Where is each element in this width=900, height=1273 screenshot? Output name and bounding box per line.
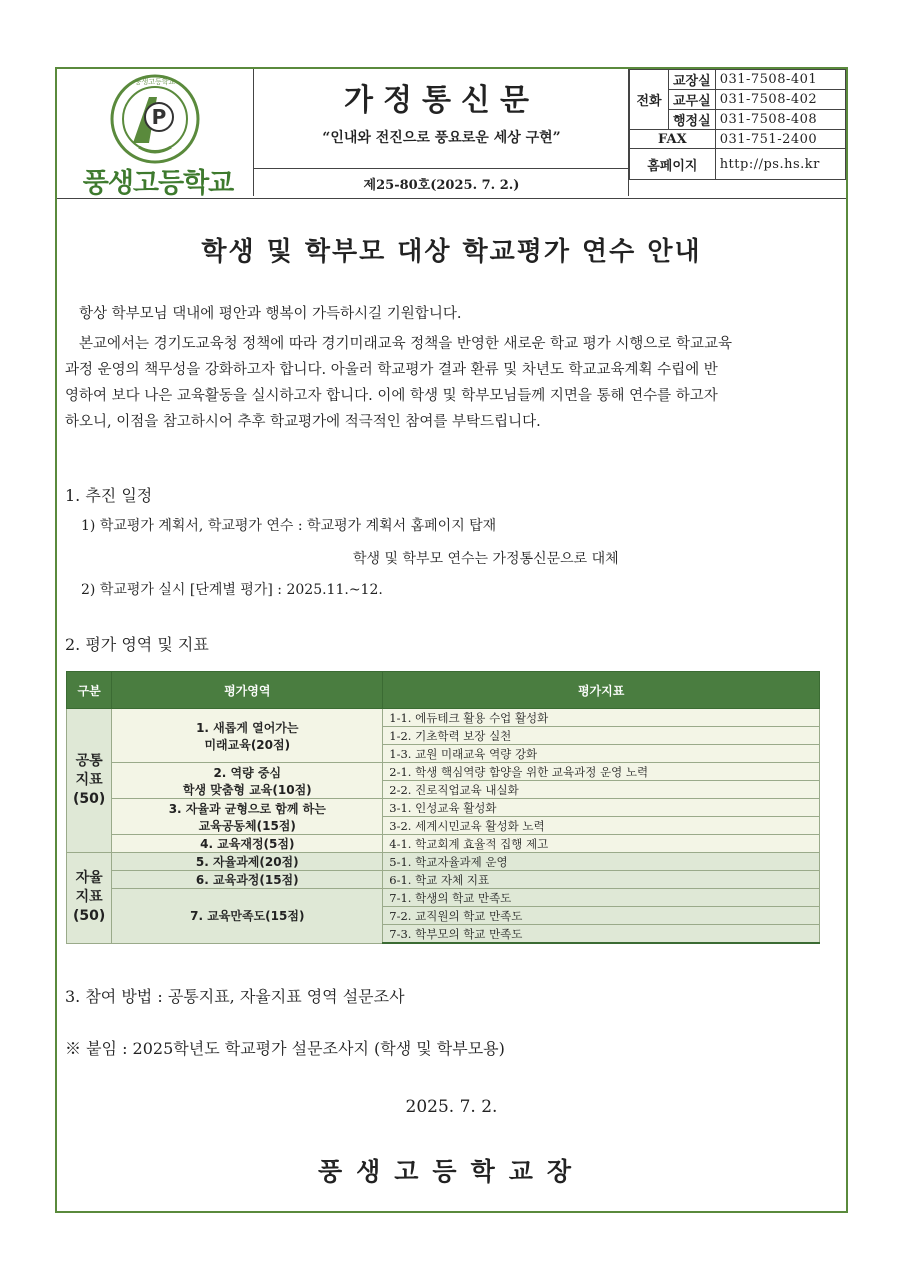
- logo-cell: [57, 69, 254, 199]
- homepage-link[interactable]: http://ps.hs.kr: [715, 149, 845, 180]
- contact-number: 031-7508-408: [715, 110, 845, 130]
- attachment-note: ※ 붙임 : 2025학년도 학교평가 설문조사지 (학생 및 학부모용): [65, 1039, 505, 1058]
- schedule-item-1-cont: 학생 및 학부모 연수는 가정통신문으로 대체: [353, 551, 619, 567]
- indicator-cell: 7-1. 학생의 학교 만족도: [383, 889, 820, 907]
- indicator-cell: 6-1. 학교 자체 지표: [383, 871, 820, 889]
- contact-table: [629, 69, 846, 180]
- header-cell: 평가지표: [383, 672, 820, 709]
- section-2-heading: 2. 평가 영역 및 지표: [65, 635, 209, 654]
- area-cell: 1. 새롭게 열어가는 미래교육(20점): [112, 709, 383, 763]
- area-cell: 4. 교육재정(5점): [112, 835, 383, 853]
- letterhead: [57, 69, 846, 199]
- indicator-cell: 5-1. 학교자율과제 운영: [383, 853, 820, 871]
- indicator-cell: 7-2. 교직원의 학교 만족도: [383, 907, 820, 925]
- school-slogan: “인내와 전진으로 풍요로운 세상 구현”: [322, 130, 561, 146]
- header-cell: 구분: [67, 672, 112, 709]
- table-row: [67, 889, 820, 907]
- indicator-cell: 3-1. 인성교육 활성화: [383, 799, 820, 817]
- group-autonomous: 자율 지표 (50): [67, 853, 112, 944]
- svg-text:P: P: [151, 105, 167, 129]
- evaluation-table: [66, 671, 820, 944]
- table-row: [67, 853, 820, 871]
- newsletter-title: 가정통신문: [344, 83, 539, 118]
- issue-cell: [254, 169, 629, 196]
- section-3-heading: 3. 참여 방법 : 공통지표, 자율지표 영역 설문조사: [65, 987, 405, 1006]
- area-cell: 6. 교육과정(15점): [112, 871, 383, 889]
- schedule-item-2: 2) 학교평가 실시 [단계별 평가] : 2025.11.~12.: [81, 582, 383, 598]
- contact-label: 행정실: [669, 110, 716, 130]
- document-title: 학생 및 학부모 대상 학교평가 연수 안내: [201, 237, 702, 267]
- contact-number: 031-7508-401: [715, 70, 845, 90]
- fax-label: FAX: [630, 130, 716, 149]
- indicator-cell: 3-2. 세계시민교육 활성화 노력: [383, 817, 820, 835]
- title-cell: [254, 69, 629, 169]
- body-line: 본교에서는 경기도교육청 정책에 따라 경기미래교육 정책을 반영한 새로운 학교 평가 시행으로 학교교육: [79, 336, 732, 352]
- indicator-cell: 2-1. 학생 핵심역량 함양을 위한 교육과정 운영 노력: [383, 763, 820, 781]
- table-row: [67, 763, 820, 781]
- body-line: 영하여 보다 나은 교육활동을 실시하고자 합니다. 이에 학생 및 학부모님들께 지면을 통해 연수를 하고자: [65, 388, 718, 404]
- area-cell: 7. 교육만족도(15점): [112, 889, 383, 944]
- contact-label: 교무실: [669, 90, 716, 110]
- contact-info: [629, 69, 846, 196]
- schedule-item-1: 1) 학교평가 계획서, 학교평가 연수 : 학교평가 계획서 홈페이지 탑재: [81, 518, 497, 534]
- school-name: 풍생고등학교: [82, 168, 234, 199]
- area-cell: 5. 자율과제(20점): [112, 853, 383, 871]
- table-row: [67, 799, 820, 817]
- document-frame: [55, 67, 848, 1213]
- table-row: [67, 871, 820, 889]
- section-1-heading: 1. 추진 일정: [65, 486, 153, 505]
- school-emblem-icon: [109, 73, 201, 165]
- principal-signature: 풍생고등학교장: [317, 1157, 586, 1186]
- indicator-cell: 7-3. 학부모의 학교 만족도: [383, 925, 820, 944]
- body-line: 하오니, 이점을 참고하시어 추후 학교평가에 적극적인 참여를 부탁드립니다.: [65, 414, 541, 430]
- emblem-lettering: 풍생고등학교: [134, 78, 176, 86]
- issue-date: 2025. 7. 2.: [405, 1097, 498, 1117]
- contact-number: 031-7508-402: [715, 90, 845, 110]
- indicator-cell: 4-1. 학교회계 효율적 집행 제고: [383, 835, 820, 853]
- table-row: [67, 835, 820, 853]
- indicator-cell: 1-3. 교원 미래교육 역량 강화: [383, 745, 820, 763]
- table-header-row: [67, 672, 820, 709]
- indicator-cell: 1-2. 기초학력 보장 실천: [383, 727, 820, 745]
- area-cell: 2. 역량 중심 학생 맞춤형 교육(10점): [112, 763, 383, 799]
- fax-number: 031-751-2400: [715, 130, 845, 149]
- body-line: 과정 운영의 책무성을 강화하고자 합니다. 아울러 학교평가 결과 환류 및 차년도 학교교육계획 수립에 반: [65, 362, 718, 378]
- greeting: 항상 학부모님 댁내에 평안과 행복이 가득하시길 기원합니다.: [79, 306, 462, 322]
- issue-number: 제25-80호(2025. 7. 2.): [363, 178, 520, 193]
- header-cell: 평가영역: [112, 672, 383, 709]
- homepage-label: 홈페이지: [630, 149, 716, 180]
- body-paragraph: [65, 331, 840, 435]
- area-cell: 3. 자율과 균형으로 함께 하는 교육공동체(15점): [112, 799, 383, 835]
- phone-label: 전화: [630, 70, 669, 130]
- group-common: 공통 지표 (50): [67, 709, 112, 853]
- indicator-cell: 1-1. 에듀테크 활용 수업 활성화: [383, 709, 820, 727]
- table-row: [67, 709, 820, 727]
- contact-label: 교장실: [669, 70, 716, 90]
- indicator-cell: 2-2. 진로직업교육 내실화: [383, 781, 820, 799]
